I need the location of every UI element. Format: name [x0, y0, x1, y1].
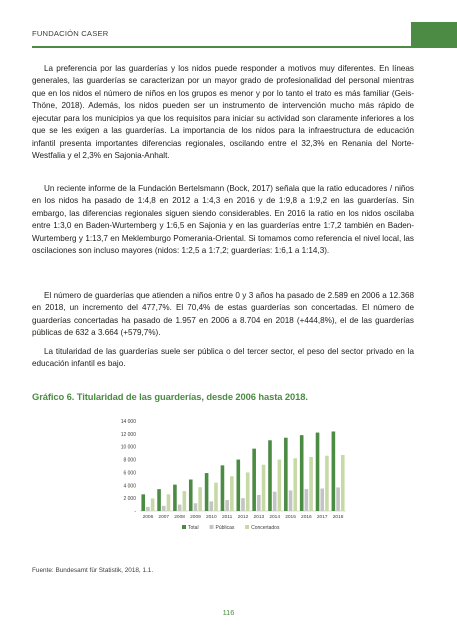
x-tick-label: 2016 [301, 515, 312, 520]
bar-concertados-2018 [341, 455, 345, 511]
bar-concertados-2006 [151, 498, 155, 511]
y-tick-label: 6 000 [123, 470, 136, 477]
bar-pblicas-2015 [289, 490, 293, 511]
paragraph-2: Un reciente informe de la Fundación Bertelsmann (Bock, 2017) señala que la ratio educadores / niños en los nidos ha pasado de 1:4,8 en 2012 a 1:4,3 en 2016 y de 1:9,8 a 1:9,2 en las guarderías. Sin embargo, las diferencias regionales siguen siendo considerables. En 2016 la ratio en los nidos oscilaba entre 1:3,0 en Baden-Wurtemberg y 1:6,5 en Sajonia y en las guarderías entre 1:7,2 también en Baden-Wurtemberg y 1:13,7 en Meklemburgo Pomerania-Oriental. Si tomamos como referencia el nivel local, las oscilaciones son incluso mayores (nidos: 1:2,5 a 1:7,2; guarderías: 1:6,1 a 1:14,3). [32, 184, 414, 256]
paragraph-4: La titularidad de las guarderías suele ser pública o del tercer sector, el peso del sector privado en la educación infantil es bajo. [32, 347, 414, 369]
legend-swatch-0 [182, 525, 186, 529]
x-tick-label: 2012 [237, 515, 249, 520]
x-tick-label: 2015 [285, 515, 296, 520]
bar-total-2012 [237, 460, 241, 511]
legend-swatch-1 [210, 525, 214, 529]
y-tick-label: 4 000 [123, 483, 136, 490]
bar-pblicas-2010 [210, 501, 214, 511]
x-tick-label: 2011 [221, 515, 233, 520]
bar-concertados-2010 [214, 483, 218, 511]
bar-total-2018 [332, 431, 336, 511]
bar-total-2010 [205, 473, 209, 511]
running-header: FUNDACIÓN CASER [32, 29, 109, 38]
bar-total-2007 [157, 489, 161, 511]
x-tick-label: 2007 [158, 515, 170, 520]
bar-total-2011 [221, 465, 225, 511]
paragraph-3: El número de guarderías que atienden a niños entre 0 y 3 años ha pasado de 2.589 en 2006 a 12.368 en 2018, un incremento del 477,7%. El 70,4% de estas guarderías son concertadas. El número de guarderías concertadas ha pasado de 1.957 en 2006 a 8.704 en 2018 (+444,8%), el de las guarderías públicas de 632 a 3.664 (+579,7%). [32, 291, 414, 338]
bar-total-2014 [268, 440, 272, 511]
bar-pblicas-2012 [241, 498, 245, 511]
y-tick-label: 14 000 [120, 419, 136, 425]
bar-pblicas-2009 [194, 503, 198, 511]
bar-concertados-2012 [246, 472, 250, 511]
bar-concertados-2011 [230, 476, 234, 511]
header-accent-bar [411, 22, 457, 46]
x-tick-label: 2010 [205, 515, 217, 520]
x-tick-label: 2008 [174, 515, 185, 520]
y-tick-label: 12 000 [120, 431, 136, 438]
bar-pblicas-2008 [178, 505, 182, 511]
x-tick-label: 2013 [253, 515, 265, 520]
legend-label: Concertados [251, 525, 280, 531]
bar-concertados-2016 [309, 457, 313, 511]
legend-swatch-2 [245, 525, 249, 529]
y-tick-label: 8 000 [123, 457, 136, 464]
bar-pblicas-2014 [273, 492, 277, 511]
bar-concertados-2007 [167, 494, 171, 511]
bar-pblicas-2016 [305, 489, 309, 511]
bar-chart [110, 416, 350, 540]
y-tick-label: - [134, 509, 136, 515]
bar-total-2015 [284, 438, 288, 511]
bar-total-2013 [252, 449, 256, 511]
legend-label: Total [188, 525, 199, 531]
y-tick-label: 10 000 [120, 444, 136, 451]
figure-caption: Gráfico 6. Titularidad de las guarderías, desde 2006 hasta 2018. [32, 391, 308, 402]
bar-total-2017 [316, 433, 320, 511]
header-rule [32, 46, 457, 48]
bar-pblicas-2017 [320, 489, 324, 512]
bar-concertados-2014 [278, 460, 282, 511]
bar-pblicas-2006 [146, 507, 150, 511]
bar-concertados-2008 [183, 491, 187, 511]
legend-label: Públicas [215, 525, 235, 531]
bar-pblicas-2011 [225, 500, 229, 511]
bar-total-2006 [141, 494, 145, 511]
x-tick-label: 2006 [142, 515, 154, 520]
bar-concertados-2015 [293, 458, 297, 511]
bar-total-2016 [300, 435, 304, 511]
paragraph-1: La preferencia por las guarderías y los nidos puede responder a motivos muy diferentes. En líneas generales, las guarderías se caracterizan por un mayor grado de profesionalidad del personal mientras que en los nidos el número de niños en los grupos es menor y por lo tanto el trato es más familiar (Geis-Thöne, 2018). Además, los nidos pueden ser un instrumento de intervención mucho más rápido de ejecutar para los municipios ya que los requisitos para iniciar su actividad son claramente inferiores a los que se les exigen a las guarderías. La importancia de los nidos para la infraestructura de educación infantil presenta importantes diferencias regionales, oscilando entre el 32,3% en Renania del Norte-Westfalia y el 2,3% en Sajonia-Anhalt. [32, 64, 414, 161]
bar-pblicas-2013 [257, 495, 261, 511]
x-tick-label: 2017 [316, 515, 328, 520]
bar-pblicas-2018 [336, 487, 340, 511]
page-number: 116 [222, 608, 235, 617]
bar-concertados-2009 [198, 487, 202, 511]
bar-pblicas-2007 [162, 506, 166, 511]
y-tick-label: 2 000 [123, 496, 136, 503]
bar-concertados-2017 [325, 456, 329, 511]
x-tick-label: 2018 [332, 515, 344, 520]
x-tick-label: 2014 [269, 515, 281, 520]
x-tick-label: 2009 [190, 515, 201, 520]
bar-total-2009 [189, 480, 193, 512]
bar-total-2008 [173, 485, 177, 511]
bar-concertados-2013 [262, 465, 266, 511]
source-note: Fuente: Bundesamt für Statistik, 2018, 1.1. [32, 567, 154, 574]
